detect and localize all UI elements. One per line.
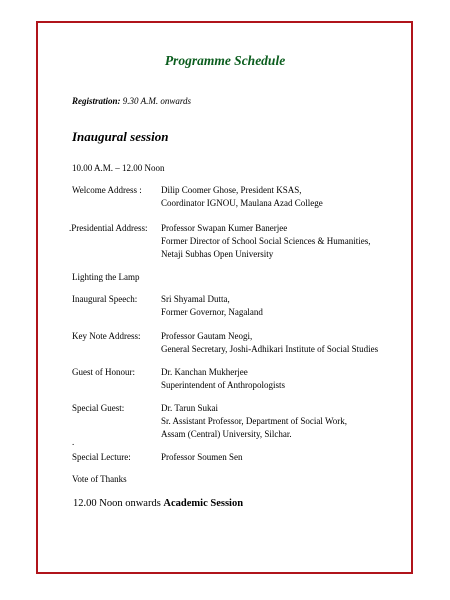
guest-of-honour-value xyxy=(161,366,285,392)
welcome-address-value xyxy=(161,184,323,210)
registration-label: Registration: xyxy=(72,96,121,106)
presidential-address-value xyxy=(161,222,370,261)
inaugural-speech-label: Inaugural Speech: xyxy=(72,294,138,304)
keynote-address-value xyxy=(161,330,378,356)
presidential-address-label: .Presidential Address: xyxy=(69,223,148,233)
stray-dot: . xyxy=(72,437,75,447)
special-guest-label: Special Guest: xyxy=(72,403,125,413)
guest-of-honour-line-1: Dr. Kanchan Mukherjee xyxy=(161,367,248,377)
academic-session-time: 12.00 Noon onwards xyxy=(73,498,164,509)
special-guest-line-3: Assam (Central) University, Silchar. xyxy=(161,429,292,439)
registration-line xyxy=(72,96,191,106)
special-guest-line-1: Dr. Tarun Sukai xyxy=(161,403,218,413)
inaugural-speech-line-1: Sri Shyamal Dutta, xyxy=(161,294,230,304)
welcome-line-2: Coordinator IGNOU, Maulana Azad College xyxy=(161,198,323,208)
special-lecture-value: Professor Soumen Sen xyxy=(161,452,243,462)
programme-title: Programme Schedule xyxy=(164,53,286,68)
session-time-range: 10.00 A.M. – 12.00 Noon xyxy=(72,163,165,173)
keynote-line-2: General Secretary, Joshi-Adhikari Institute of Social Studies xyxy=(161,344,379,354)
special-guest-value xyxy=(161,402,347,441)
welcome-address-label: Welcome Address : xyxy=(72,185,142,195)
guest-of-honour-label: Guest of Honour: xyxy=(72,367,135,377)
inaugural-speech-line-2: Former Governor, Nagaland xyxy=(161,307,263,317)
inaugural-speech-value xyxy=(161,293,263,319)
lighting-the-lamp: Lighting the Lamp xyxy=(72,272,140,282)
welcome-line-1: Dilip Coomer Ghose, President KSAS, xyxy=(161,185,302,195)
keynote-line-1: Professor Gautam Neogi, xyxy=(161,331,253,341)
special-guest-line-2: Sr. Assistant Professor, Department of Social Work, xyxy=(161,416,347,426)
academic-session-line xyxy=(73,498,243,509)
guest-of-honour-line-2: Superintendent of Anthropologists xyxy=(161,380,285,390)
presidential-line-1: Professor Swapan Kumer Banerjee xyxy=(161,223,288,233)
academic-session-label: Academic Session xyxy=(163,498,244,509)
vote-of-thanks: Vote of Thanks xyxy=(72,474,127,484)
keynote-address-label: Key Note Address: xyxy=(72,331,141,341)
registration-time: 9.30 A.M. onwards xyxy=(120,96,192,106)
inaugural-session-heading: Inaugural session xyxy=(72,129,169,144)
presidential-line-3: Netaji Subhas Open University xyxy=(161,249,274,259)
presidential-line-2: Former Director of School Social Sciences & Humanities, xyxy=(161,236,371,246)
special-lecture-label: Special Lecture: xyxy=(72,452,131,462)
